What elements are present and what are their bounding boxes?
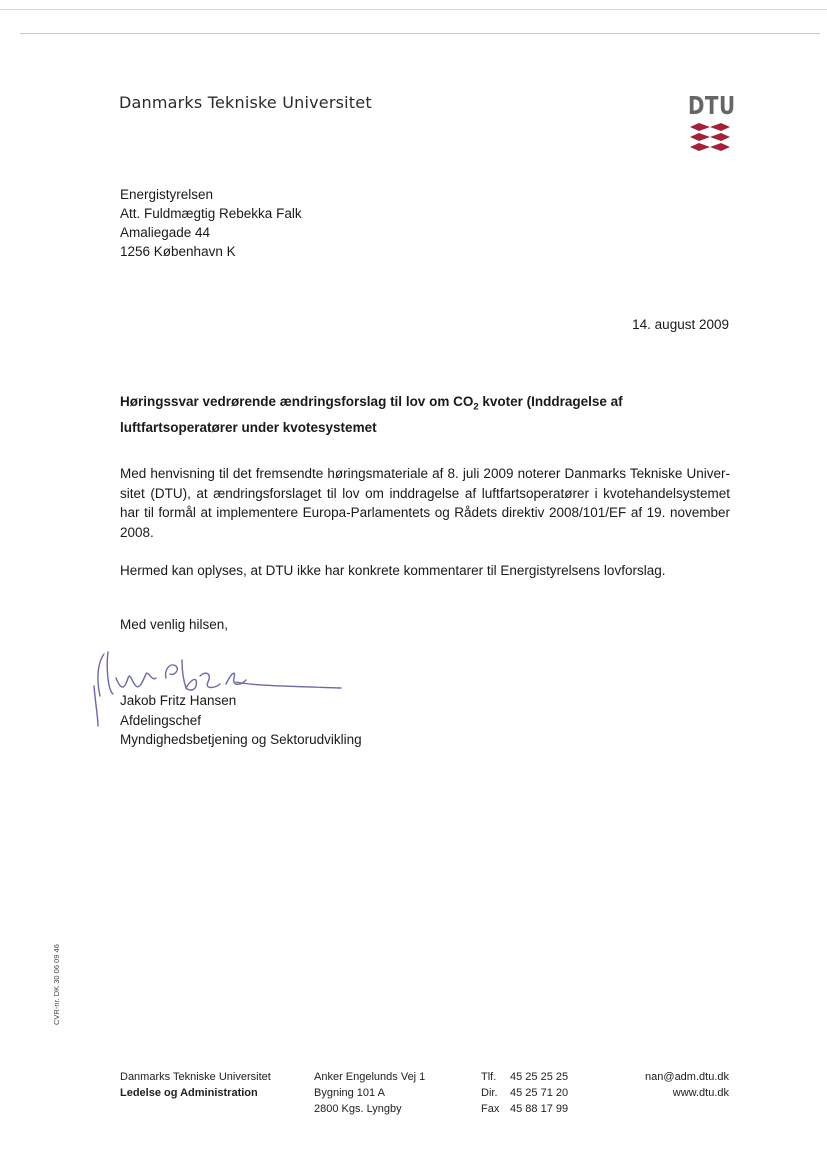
signer-department: Myndighedsbetjening og Sektorudvikling xyxy=(120,732,362,747)
footer-email: nan@adm.dtu.dk xyxy=(645,1071,729,1083)
recipient-line: Att. Fuldmægtig Rebekka Falk xyxy=(120,206,302,221)
footer-web: www.dtu.dk xyxy=(672,1087,729,1099)
subject-text: Høringssvar vedrørende ændringsforslag til lov om CO xyxy=(120,394,474,409)
footer-organization xyxy=(120,1069,271,1101)
phone-label: Tlf. xyxy=(481,1071,497,1083)
footer-phone-row xyxy=(481,1101,568,1117)
signer-block xyxy=(120,691,362,750)
letter-subject xyxy=(120,392,730,438)
footer-phone-row xyxy=(481,1069,568,1085)
signer-title: Afdelingschef xyxy=(120,712,202,728)
phone-number: 45 25 25 25 xyxy=(510,1071,569,1083)
phone-label: Fax xyxy=(481,1103,500,1115)
recipient-line: Amaliegade 44 xyxy=(120,225,211,240)
footer-address xyxy=(314,1069,425,1117)
recipient-line: Energistyrelsen xyxy=(120,187,214,202)
letter-date: 14. august 2009 xyxy=(632,317,729,332)
dtu-logo-mark-icon xyxy=(688,122,732,152)
subject-subscript: 2 xyxy=(473,401,479,413)
footer-unit: Ledelse og Administration xyxy=(120,1087,258,1099)
phone-number: 45 25 71 20 xyxy=(510,1087,569,1099)
phone-label: Dir. xyxy=(481,1087,498,1099)
body-paragraph-2: Hermed kan oplyses, at DTU ikke har konkrete kommentarer til Energistyrelsens lovforslag. xyxy=(120,563,666,578)
signer-name: Jakob Fritz Hansen xyxy=(120,693,237,708)
dtu-logo xyxy=(688,92,736,156)
subject-text-continued: kvoter (Inddragelse af luftfartsoperatører under kvotesystemet xyxy=(120,394,623,435)
recipient-line: 1256 København K xyxy=(120,244,236,259)
footer-contact xyxy=(645,1069,729,1101)
dtu-logo-text: DTU xyxy=(688,92,736,121)
footer-phone-row xyxy=(481,1085,568,1101)
footer-phones xyxy=(481,1069,568,1117)
footer-org-name: Danmarks Tekniske Universitet xyxy=(120,1071,271,1083)
closing-greeting: Med venlig hilsen, xyxy=(120,617,229,632)
recipient-address xyxy=(120,185,302,261)
phone-number: 45 88 17 99 xyxy=(510,1103,569,1115)
footer-address-line: Anker Engelunds Vej 1 xyxy=(314,1071,426,1083)
letterhead-university: Danmarks Tekniske Universitet xyxy=(119,93,372,112)
scan-edge-top xyxy=(0,9,827,10)
cvr-number: CVR-nr. DK 30 06 09 46 xyxy=(52,944,61,1025)
scan-edge-line xyxy=(20,33,820,34)
footer-address-line: Bygning 101 A xyxy=(314,1087,385,1099)
footer-address-line: 2800 Kgs. Lyngby xyxy=(314,1103,402,1115)
body-paragraph-1: Med henvisning til det fremsendte høringsmateriale af 8. juli 2009 noterer Danmarks Tekniske Universitet (DTU), at ændringsforslaget til lov om inddragelse af luftfartsoperatører i kvotehandelsystemet har til formål at implementere Europa-Parlamentets og Rådets direktiv 2008/101/EF af 19. november 2008. xyxy=(120,466,730,540)
